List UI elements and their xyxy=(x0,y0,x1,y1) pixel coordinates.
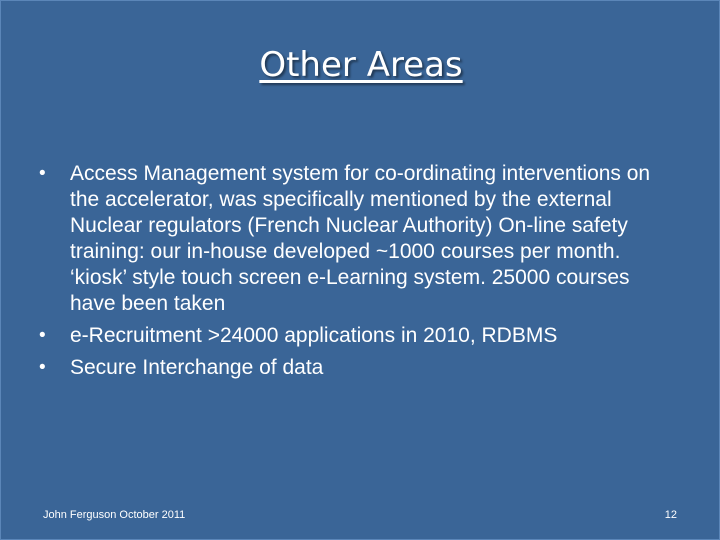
footer-author-date: John Ferguson October 2011 xyxy=(43,509,186,521)
list-item xyxy=(39,355,679,381)
page-number: 12 xyxy=(664,509,677,521)
bullet-text: Secure Interchange of data xyxy=(70,356,324,379)
bullet-icon: • xyxy=(39,325,46,346)
bullet-icon: • xyxy=(39,163,46,184)
bullet-list xyxy=(39,161,679,387)
list-item xyxy=(39,323,679,349)
bullet-text: Access Management system for co-ordinating interventions on the accelerator, was specifically mentioned by the external Nuclear regulators (French Nuclear Authority) On-line safety training: our in-house developed ~1000 courses per month. ‘kiosk’ style touch screen e-Learning system. 25000 courses have been taken xyxy=(70,162,651,315)
slide-title: Other Areas xyxy=(259,45,463,85)
bullet-text: e-Recruitment >24000 applications in 2010, RDBMS xyxy=(70,324,558,347)
list-item xyxy=(39,161,679,317)
bullet-icon: • xyxy=(39,357,46,378)
